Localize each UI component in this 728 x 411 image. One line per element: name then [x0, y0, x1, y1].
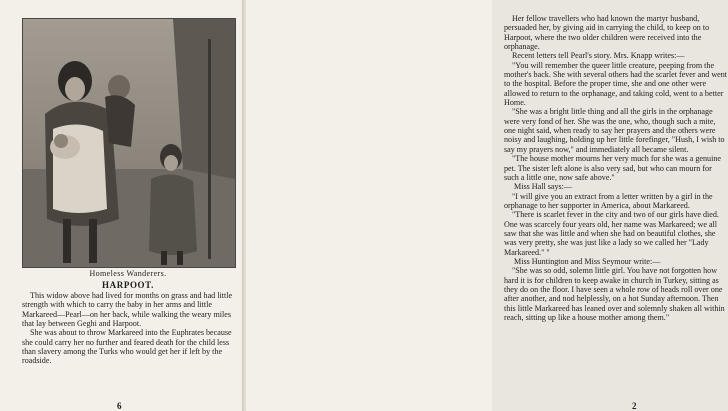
photo-image: [23, 19, 235, 267]
paragraph: Miss Hall says:—: [514, 182, 573, 192]
photo-caption: Homeless Wanderers.: [89, 269, 167, 278]
paragraph: "She was so odd, solemn little girl. You have not forgotten how hard it is for children to keep awake in church in Turkey, sitting as they do on the floor. I have seen a whole row of heads roll over one after another, and nod helplessly, on a hot Sunday afternoon. Then this little Markareed has leaned over and solemnly shaken all within reach, sitting up like a house mother among them.": [504, 266, 725, 322]
right-page-body: [504, 14, 728, 322]
left-page: [0, 0, 245, 411]
paragraph: Miss Huntington and Miss Seymour write:—: [514, 256, 661, 266]
paragraph: "There is scarlet fever in the city and two of our girls have died. One was scarcely four years old, her name was Markareed; we all saw that she was little and when she had on beautiful clothes, she was very pretty, she was just like a lady so we called her "Lady Markareed." ": [504, 210, 719, 257]
paragraph: "I will give you an extract from a letter written by a girl in the orphanage to her supporter in America, about Markareed.: [504, 191, 713, 210]
page-number-right: 2: [632, 401, 637, 411]
page-number-left: 6: [117, 401, 122, 411]
photo-title: HARPOOT.: [102, 280, 154, 290]
paragraph: She was about to throw Markareed into the Euphrates because she could carry her no further and feared death for the child less than slavery among the Turks who would get her if left by the roadside.: [22, 328, 232, 366]
left-page-body: [22, 291, 236, 366]
photo-homeless-wanderers: [22, 18, 236, 268]
paragraph: "You will remember the queer little creature, peeping from the mother's back. She with several others had the scarlet fever and went to the hospital. Before the proper time, she and one other were allowed to return to the orphanage, and taking cold, went to a better Home.: [504, 60, 728, 108]
paragraph: "The house mother mourns her very much for she was a genuine pet. The sister left alone is also very sad, but who can mourn for such a little one, now safe above.": [504, 154, 721, 182]
paragraph: "She was a bright little thing and all the girls in the orphanage were very fond of her. She was the one, who, though such a mite, one night said, when ready to say her prayers and the others were noisy and laughing, holding up her little forefinger, "Hush, I wish to say my prayers now," and immediately all became silent.: [504, 107, 725, 154]
paragraph: Her fellow travellers who had known the martyr husband, persuaded her, by giving aid in carrying the child, to keep on to Harpoot, where the two older children were received into the orphanage.: [504, 14, 710, 52]
paragraph: Recent letters tell Pearl's story. Mrs. Knapp writes:—: [512, 51, 685, 61]
right-page: [246, 0, 728, 411]
paragraph: This widow above had lived for months on grass and had little strength with which to carry the baby in her arms and little Markareed—Pearl—on her back, while walking the weary miles that lay between Geghi and Harpoot.: [22, 291, 233, 329]
